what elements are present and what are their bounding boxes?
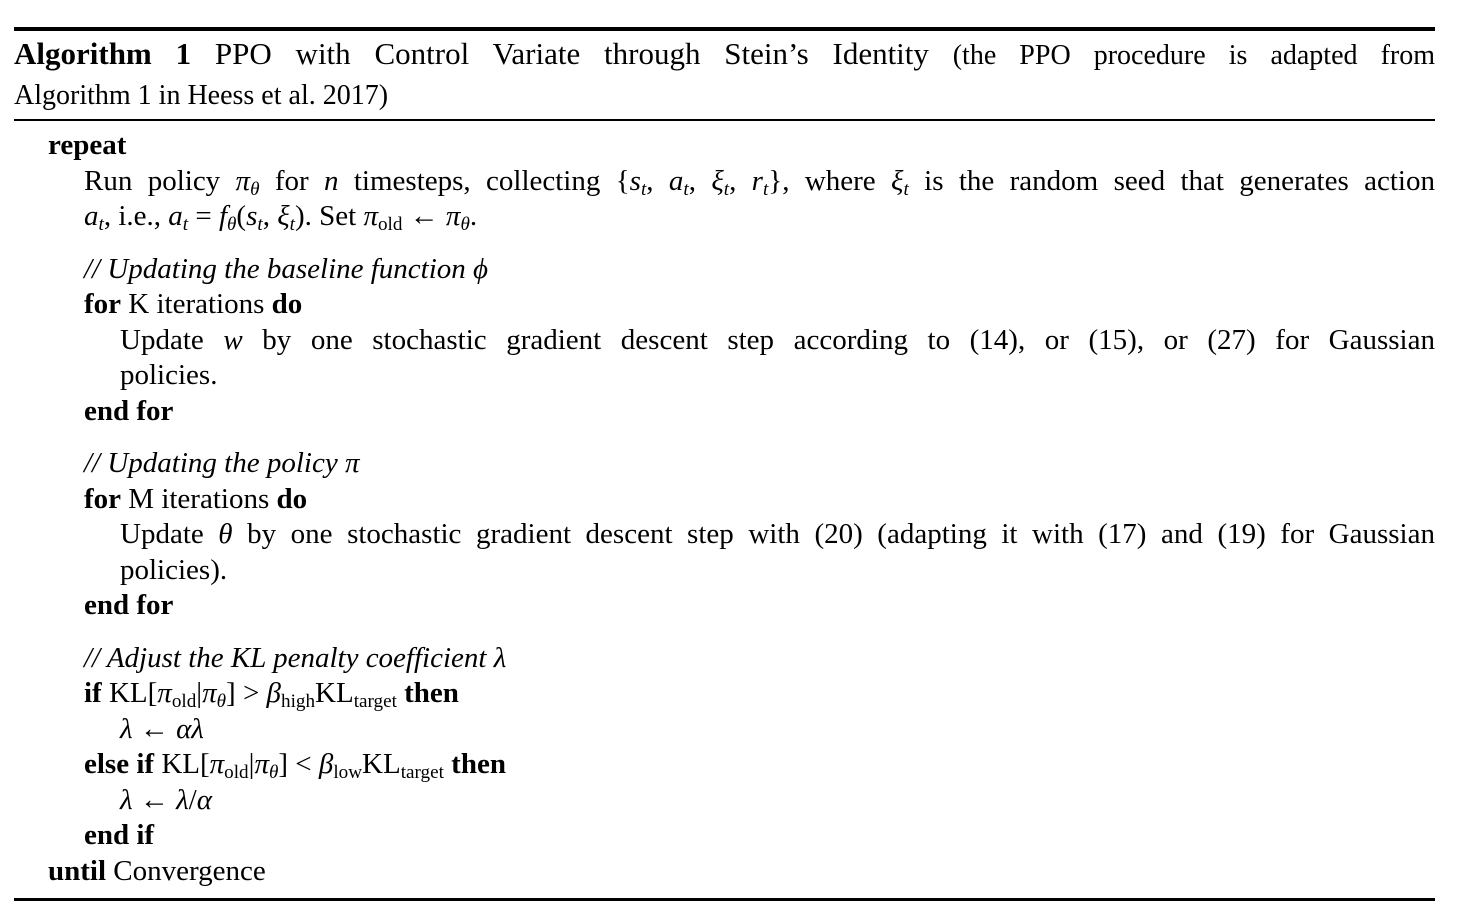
bottom-rule (14, 898, 1435, 901)
algo-line-else-if-kl: else if $KL[\pi_{old}|\pi_\theta] < \beta_{low}KL_{target}$ then (84, 748, 506, 783)
algo-comment-baseline: // Updating the baseline function ϕ (84, 252, 489, 285)
algorithm-body (14, 121, 1435, 898)
algo-line-end-if: end if (84, 819, 155, 851)
algo-line-for-k: for K iterations do (84, 288, 303, 320)
algorithm-caption (14, 31, 1435, 119)
algo-line-run-policy: Run policy $\pi_\theta$ for n timesteps, collecting {$s_t$, $a_t$, $\xi_t$, $r_t$}, where $\xi_t$ is the random seed that generates action (84, 164, 1435, 200)
algo-line-update-theta-cont: policies). (120, 553, 228, 586)
algo-line-update-w: Update w by one stochastic gradient descent step according to (14), or (15), or (27) for Gaussian (120, 323, 1435, 356)
algo-line-update-theta: Update θ by one stochastic gradient descent step with (20) (adapting it with (17) and (19) for Gaussian (120, 518, 1435, 550)
algo-line-if-kl: if $KL[\pi_{old}|\pi_\theta] > \beta_{high}KL_{target}$ then (84, 677, 459, 712)
algo-line-end-for-2: end for (84, 589, 174, 621)
algo-line-update-w-cont: policies. (120, 359, 218, 391)
algo-comment-policy: // Updating the policy π (84, 447, 360, 479)
caption-line-1: Algorithm 1 PPO with Control Variate through Stein’s Identity (the PPO procedure is adapted from (14, 36, 1435, 71)
algo-comment-kl-penalty: // Adjust the KL penalty coefficient λ (84, 641, 507, 674)
algorithm-figure (14, 27, 1435, 901)
algo-line-lambda-decrease: λ ← λ/α (120, 783, 212, 816)
algo-line-lambda-increase: λ ← αλ (120, 712, 204, 745)
caption-line-2: Algorithm 1 in Heess et al. 2017) (14, 80, 389, 111)
algo-line-repeat: repeat (48, 129, 127, 161)
algo-line-for-m: for M iterations do (84, 482, 308, 515)
algo-line-end-for-1: end for (84, 394, 174, 427)
algo-line-until: until Convergence (48, 854, 266, 887)
algo-line-run-policy-cont: $a_t$, i.e., $a_t = f_\theta(s_t$, $\xi_t$). Set $\pi_{old}$ ← $\pi_\theta$. (84, 200, 478, 235)
